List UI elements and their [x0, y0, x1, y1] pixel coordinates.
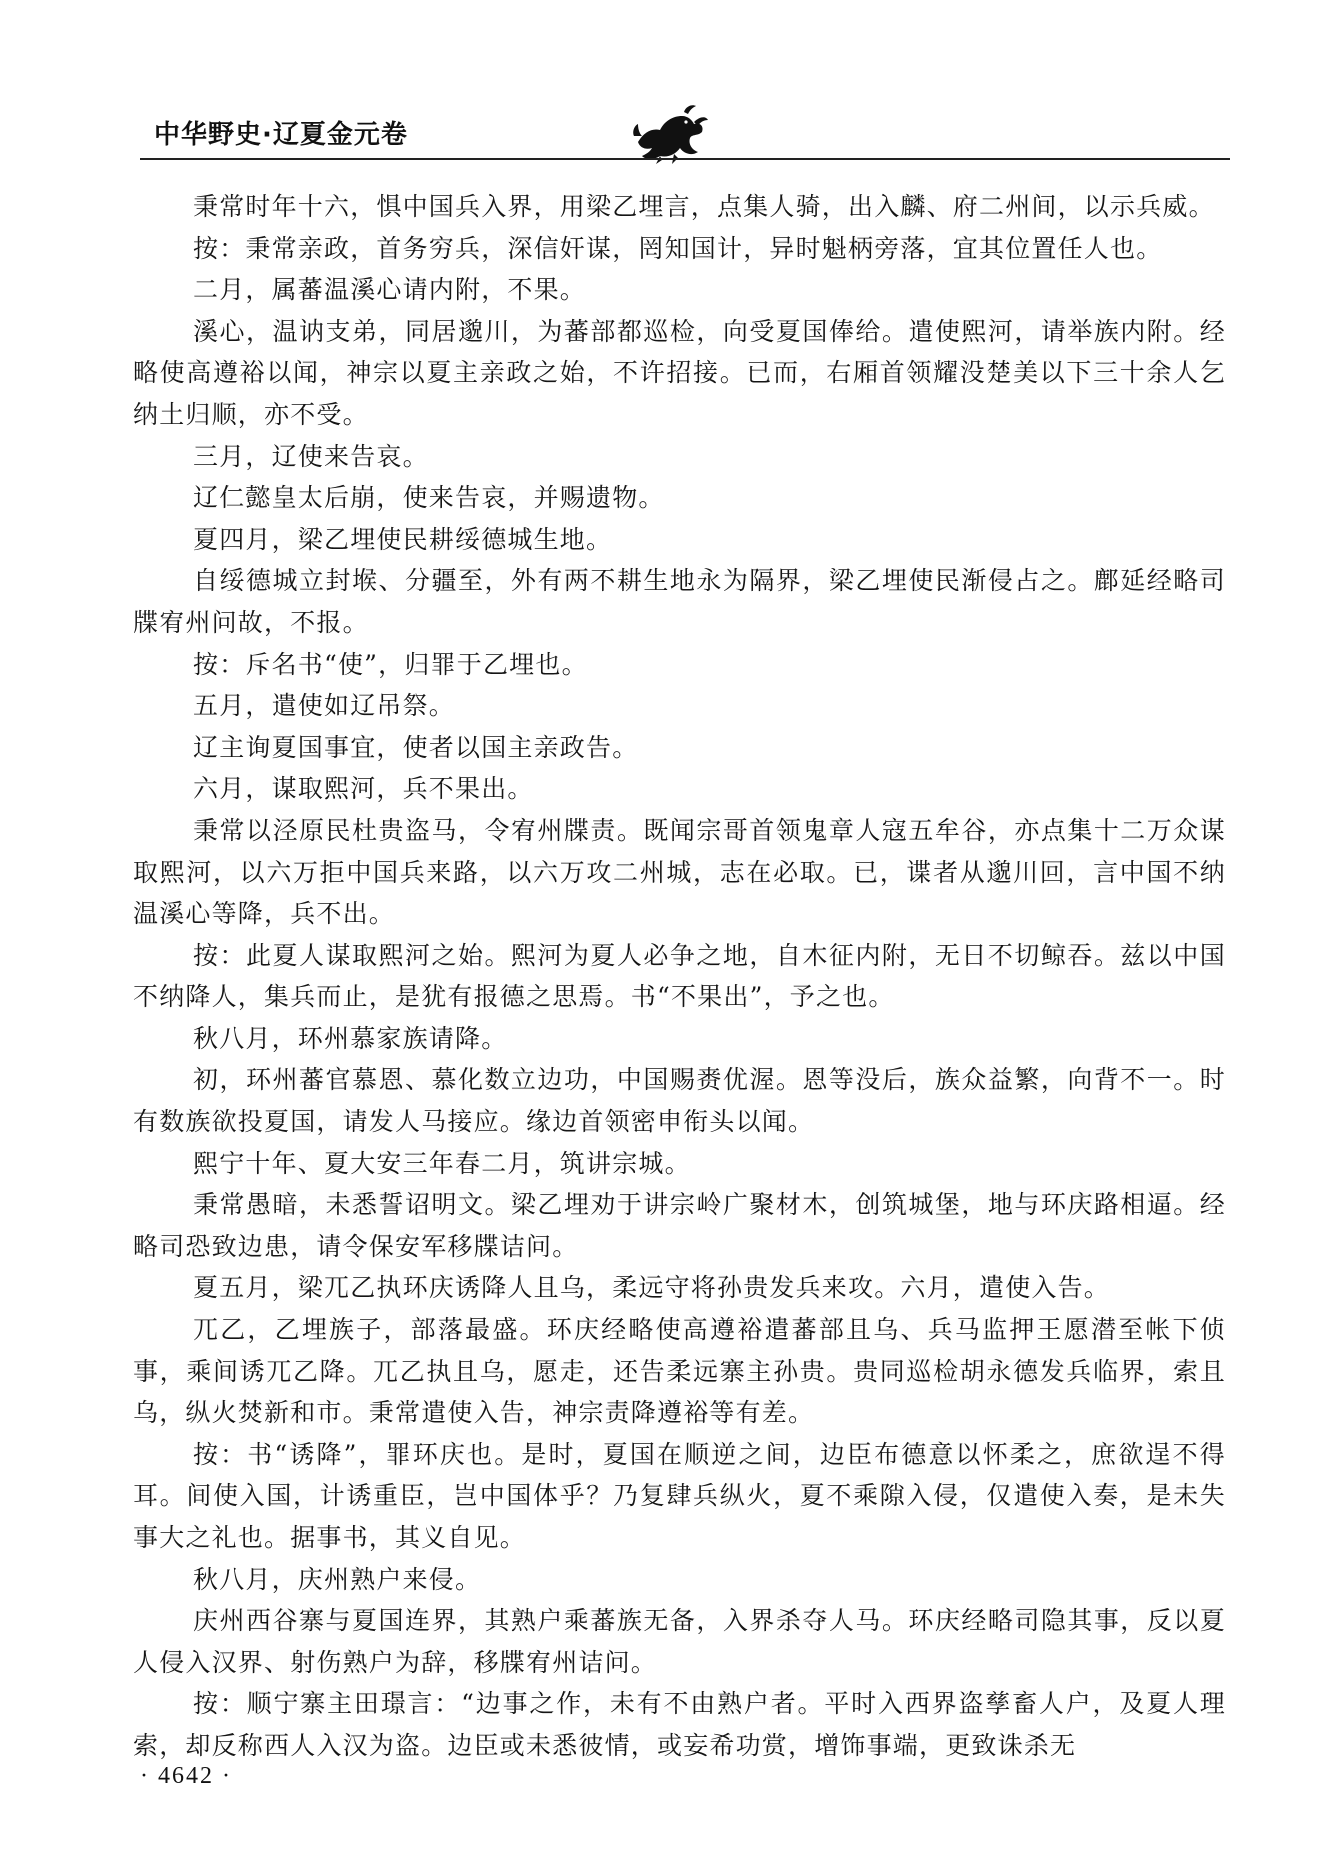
paragraph: 溪心，温讷支弟，同居邈川，为蕃部都巡检，向受夏国俸给。遣使熙河，请举族内附。经略使高遵裕以闻，神宗以夏主亲政之始，不许招接。已而，右厢首领耀没楚美以下三十余人乞纳土归顺，亦不受。	[133, 316, 1226, 429]
paragraph: 辽主询夏国事宜，使者以国主亲政告。	[193, 732, 639, 762]
paragraph: 秋八月，庆州熟户来侵。	[193, 1564, 482, 1594]
paragraph: 六月，谋取熙河，兵不果出。	[193, 774, 534, 804]
paragraph: 夏四月，梁乙埋使民耕绥德城生地。	[193, 524, 613, 554]
paragraph: 二月，属蕃温溪心请内附，不果。	[193, 275, 587, 305]
paragraph: 秉常以泾原民杜贵盗马，令宥州牒责。既闻宗哥首领鬼章人寇五牟谷，亦点集十二万众谋取熙河，以六万拒中国兵来路，以六万攻二州城，志在必取。已，谍者从邈川回，言中国不纳温溪心等降，兵不出。	[133, 815, 1226, 929]
paragraph: 辽仁懿皇太后崩，使来告哀，并赐遗物。	[193, 483, 665, 513]
paragraph: 秉常愚暗，未悉誓诏明文。梁乙埋劝于讲宗岭广聚材木，创筑城堡，地与环庆路相逼。经略司恐致边患，请令保安军移牒诘问。	[133, 1190, 1226, 1261]
paragraph: 按：秉常亲政，首务穷兵，深信奸谋，罔知国计，异时魁柄旁落，宜其位置任人也。	[193, 233, 1163, 263]
paragraph: 按：斥名书“使”，归罪于乙埋也。	[193, 649, 588, 679]
paragraph: 兀乙，乙埋族子，部落最盛。环庆经略使高遵裕遣蕃部且乌、兵马监押王愿潜至帐下侦事，乘间诱兀乙降。兀乙执且乌，愿走，还告柔远寨主孙贵。贵同巡检胡永德发兵临界，索且乌，纵火焚新和市。秉常遣使入告，神宗责降遵裕等有差。	[133, 1315, 1226, 1428]
paragraph: 秋八月，环州慕家族请降。	[193, 1023, 508, 1053]
page-number: · 4642 ·	[140, 1763, 232, 1789]
paragraph: 三月，辽使来告哀。	[193, 441, 429, 471]
paragraph: 夏五月，梁兀乙执环庆诱降人且乌，柔远守将孙贵发兵来攻。六月，遣使入告。	[193, 1273, 1111, 1303]
dragon-icon	[630, 102, 710, 164]
paragraph: 熙宁十年、夏大安三年春二月，筑讲宗城。	[193, 1148, 691, 1178]
paragraph: 初，环州蕃官慕恩、慕化数立边功，中国赐赉优渥。恩等没后，族众益繁，向背不一。时有数族欲投夏国，请发人马接应。缘边首领密申衔头以闻。	[133, 1065, 1226, 1137]
header-rule	[140, 158, 1230, 160]
paragraph: 按：此夏人谋取熙河之始。熙河为夏人必争之地，自木征内附，无日不切鲸吞。兹以中国不纳降人，集兵而止，是犹有报德之思焉。书“不果出”，予之也。	[133, 940, 1226, 1012]
running-header-title: 中华野史·辽夏金元卷	[154, 120, 408, 150]
paragraph: 秉常时年十六，惧中国兵入界，用梁乙埋言，点集人骑，出入麟、府二州间，以示兵威。	[193, 192, 1215, 221]
body-text	[133, 186, 1226, 1767]
paragraph: 按：顺宁寨主田璟言：“边事之作，未有不由熟户者。平时入西界盗孳畜人户，及夏人理索，却反称西人入汉为盗。边臣或未悉彼情，或妄希功赏，增饰事端，更致诛杀无	[133, 1689, 1226, 1760]
paragraph: 自绥德城立封堠、分疆至，外有两不耕生地永为隔界，梁乙埋使民渐侵占之。鄜延经略司牒宥州问故，不报。	[133, 566, 1226, 637]
paragraph: 庆州西谷寨与夏国连界，其熟户乘蕃族无备，入界杀夺人马。环庆经略司隐其事，反以夏人侵入汉界、射伤熟户为辞，移牒宥州诘问。	[133, 1606, 1226, 1677]
paragraph: 按：书“诱降”，罪环庆也。是时，夏国在顺逆之间，边臣布德意以怀柔之，庶欲逞不得耳。间使入国，计诱重臣，岂中国体乎？乃复肆兵纵火，夏不乘隙入侵，仅遣使入奏，是未失事大之礼也。据事书，其义自见。	[133, 1439, 1226, 1552]
paragraph: 五月，遣使如辽吊祭。	[193, 691, 456, 721]
running-header	[140, 108, 1230, 168]
